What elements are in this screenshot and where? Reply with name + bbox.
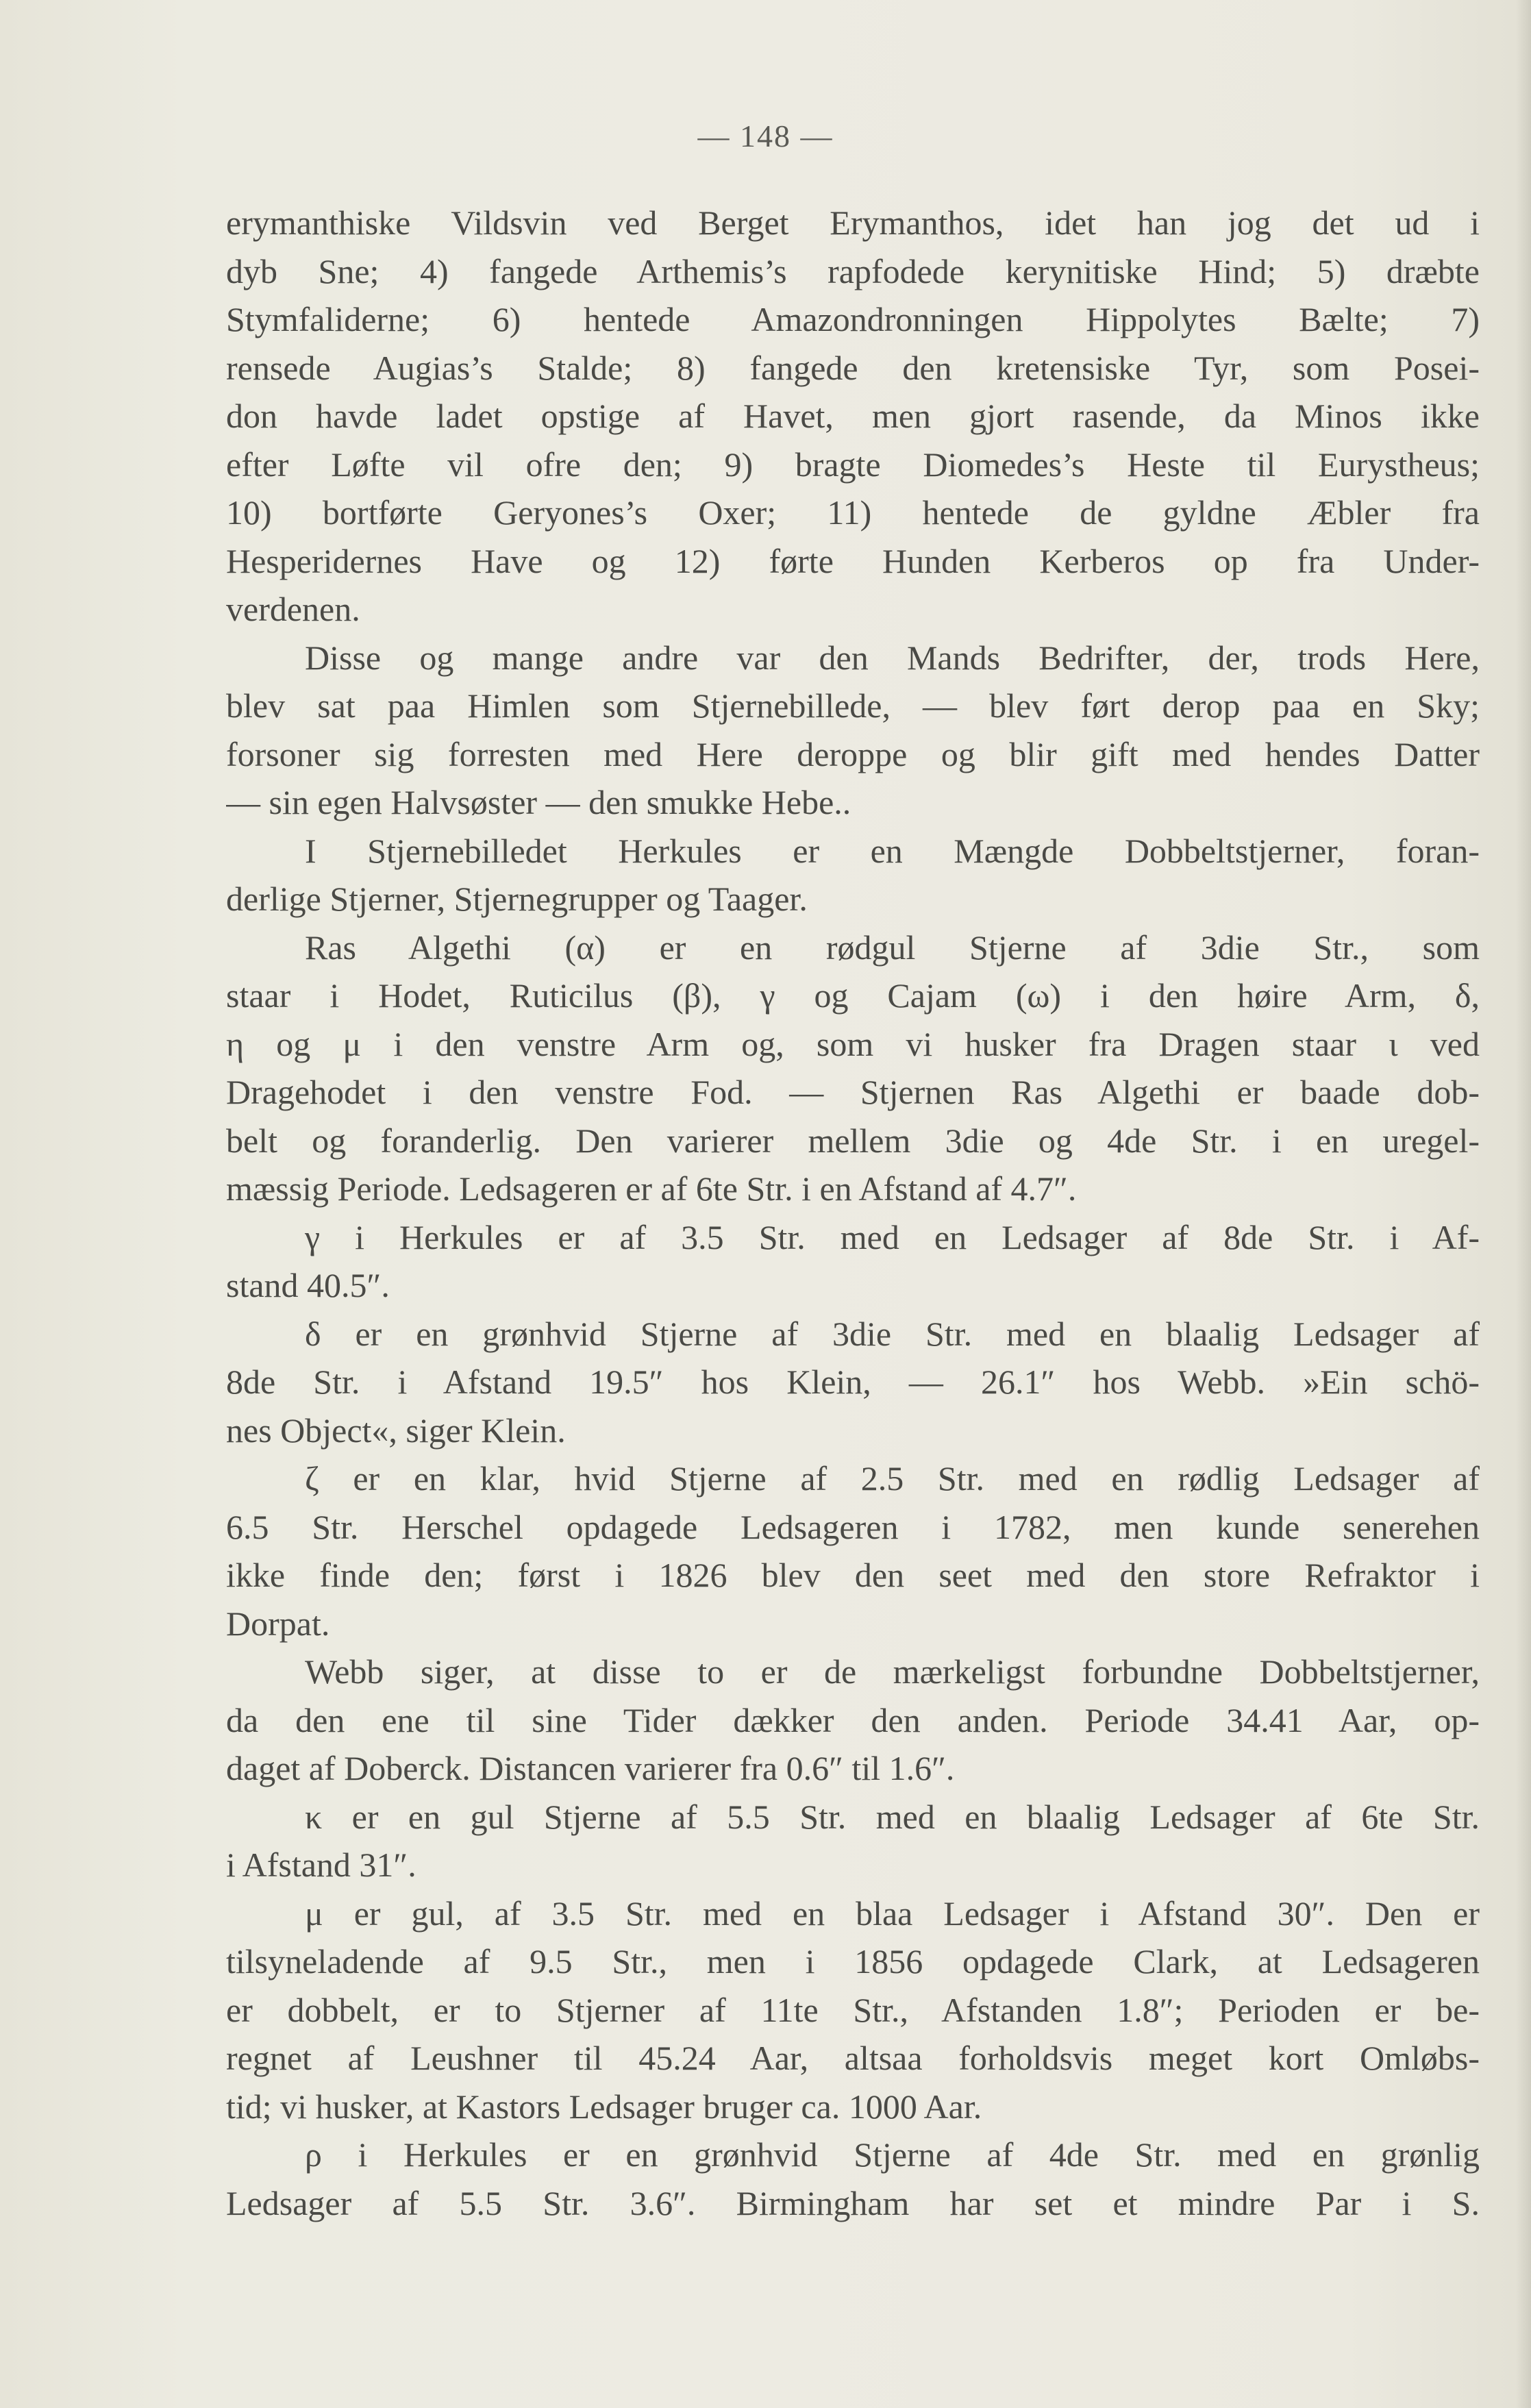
text-line: δ er en grønhvid Stjerne af 3die Str. med en blaalig Ledsager af bbox=[305, 1314, 1480, 1353]
text-line: ikke finde den; først i 1826 blev den seet med den store Refraktor i bbox=[226, 1556, 1480, 1594]
text-line: dyb Sne; 4) fangede Arthemis’s rapfodede kerynitiske Hind; 5) dræbte bbox=[226, 251, 1480, 290]
text-line: μ er gul, af 3.5 Str. med en blaa Ledsager i Afstand 30″. Den er bbox=[305, 1894, 1480, 1933]
text-line: Ras Algethi (α) er en rødgul Stjerne af 3die Str., som bbox=[305, 928, 1480, 967]
text-line: 6.5 Str. Herschel opdagede Ledsageren i 1782, men kunde senerehen bbox=[226, 1507, 1480, 1546]
text-line: Hesperidernes Have og 12) førte Hunden Kerberos op fra Under- bbox=[226, 541, 1480, 580]
text-line: daget af Doberck. Distancen varierer fra 0.6″ til 1.6″. bbox=[226, 1749, 955, 1787]
text-line: don havde ladet opstige af Havet, men gjort rasende, da Minos ikke bbox=[226, 397, 1480, 435]
text-line: Dorpat. bbox=[226, 1604, 330, 1643]
page-number: — 148 — bbox=[697, 119, 834, 153]
text-line: ζ er en klar, hvid Stjerne af 2.5 Str. med en rødlig Ledsager af bbox=[305, 1459, 1480, 1498]
text-line: Stymfaliderne; 6) hentede Amazondronningen Hippolytes Bælte; 7) bbox=[226, 300, 1480, 338]
text-line: efter Løfte vil ofre den; 9) bragte Diomedes’s Heste til Eurystheus; bbox=[226, 445, 1480, 484]
text-line: rensede Augias’s Stalde; 8) fangede den kretensiske Tyr, som Posei- bbox=[226, 348, 1480, 387]
text-line: mæssig Periode. Ledsageren er af 6te Str. i en Afstand af 4.7″. bbox=[226, 1169, 1077, 1208]
text-line: verdenen. bbox=[226, 590, 360, 628]
text-line: ρ i Herkules er en grønhvid Stjerne af 4de Str. med en grønlig bbox=[305, 2135, 1480, 2174]
text-line: nes Object«, siger Klein. bbox=[226, 1411, 566, 1450]
text-line: forsoner sig forresten med Here deroppe og blir gift med hendes Datter bbox=[226, 734, 1480, 773]
page-edge-shadow bbox=[1516, 0, 1531, 2408]
text-line: Ledsager af 5.5 Str. 3.6″. Birmingham har set et mindre Par i S. bbox=[226, 2183, 1480, 2222]
text-line: stand 40.5″. bbox=[226, 1266, 390, 1304]
text-line: da den ene til sine Tider dækker den anden. Periode 34.41 Aar, op- bbox=[226, 1700, 1480, 1739]
text-line: Dragehodet i den venstre Fod. — Stjernen Ras Algethi er baade dob- bbox=[226, 1073, 1480, 1111]
text-line: i Afstand 31″. bbox=[226, 1846, 416, 1884]
text-line: γ i Herkules er af 3.5 Str. med en Ledsager af 8de Str. i Af- bbox=[305, 1217, 1480, 1256]
text-line: tid; vi husker, at Kastors Ledsager bruger ca. 1000 Aar. bbox=[226, 2087, 982, 2126]
text-line: regnet af Leushner til 45.24 Aar, altsaa forholdsvis meget kort Omløbs- bbox=[226, 2039, 1480, 2077]
text-line: er dobbelt, er to Stjerner af 11te Str., Afstanden 1.8″; Perioden er be- bbox=[226, 1990, 1480, 2029]
text-line: κ er en gul Stjerne af 5.5 Str. med en blaalig Ledsager af 6te Str. bbox=[305, 1797, 1480, 1836]
text-line: Webb siger, at disse to er de mærkeligst forbundne Dobbeltstjerner, bbox=[305, 1652, 1480, 1691]
text-line: erymanthiske Vildsvin ved Berget Erymanthos, idet han jog det ud i bbox=[226, 203, 1480, 242]
text-line: η og μ i den venstre Arm og, som vi husker fra Dragen staar ι ved bbox=[226, 1024, 1480, 1063]
text-line: Disse og mange andre var den Mands Bedrifter, der, trods Here, bbox=[305, 638, 1480, 677]
text-line: — sin egen Halvsøster — den smukke Hebe.. bbox=[226, 783, 851, 821]
text-line: blev sat paa Himlen som Stjernebillede, — blev ført derop paa en Sky; bbox=[226, 686, 1480, 725]
text-line: belt og foranderlig. Den varierer mellem 3die og 4de Str. i en uregel- bbox=[226, 1121, 1480, 1160]
text-line: I Stjernebilledet Herkules er en Mængde Dobbeltstjerner, foran- bbox=[305, 831, 1480, 870]
text-line: staar i Hodet, Ruticilus (β), γ og Cajam (ω) i den høire Arm, δ, bbox=[226, 976, 1480, 1015]
text-line: 8de Str. i Afstand 19.5″ hos Klein, — 26.1″ hos Webb. »Ein schö- bbox=[226, 1363, 1480, 1401]
body-text bbox=[226, 199, 1480, 2227]
text-line: derlige Stjerner, Stjernegrupper og Taager. bbox=[226, 880, 808, 918]
text-line: 10) bortførte Geryones’s Oxer; 11) hentede de gyldne Æbler fra bbox=[226, 493, 1480, 532]
text-line: tilsyneladende af 9.5 Str., men i 1856 opdagede Clark, at Ledsageren bbox=[226, 1942, 1480, 1981]
